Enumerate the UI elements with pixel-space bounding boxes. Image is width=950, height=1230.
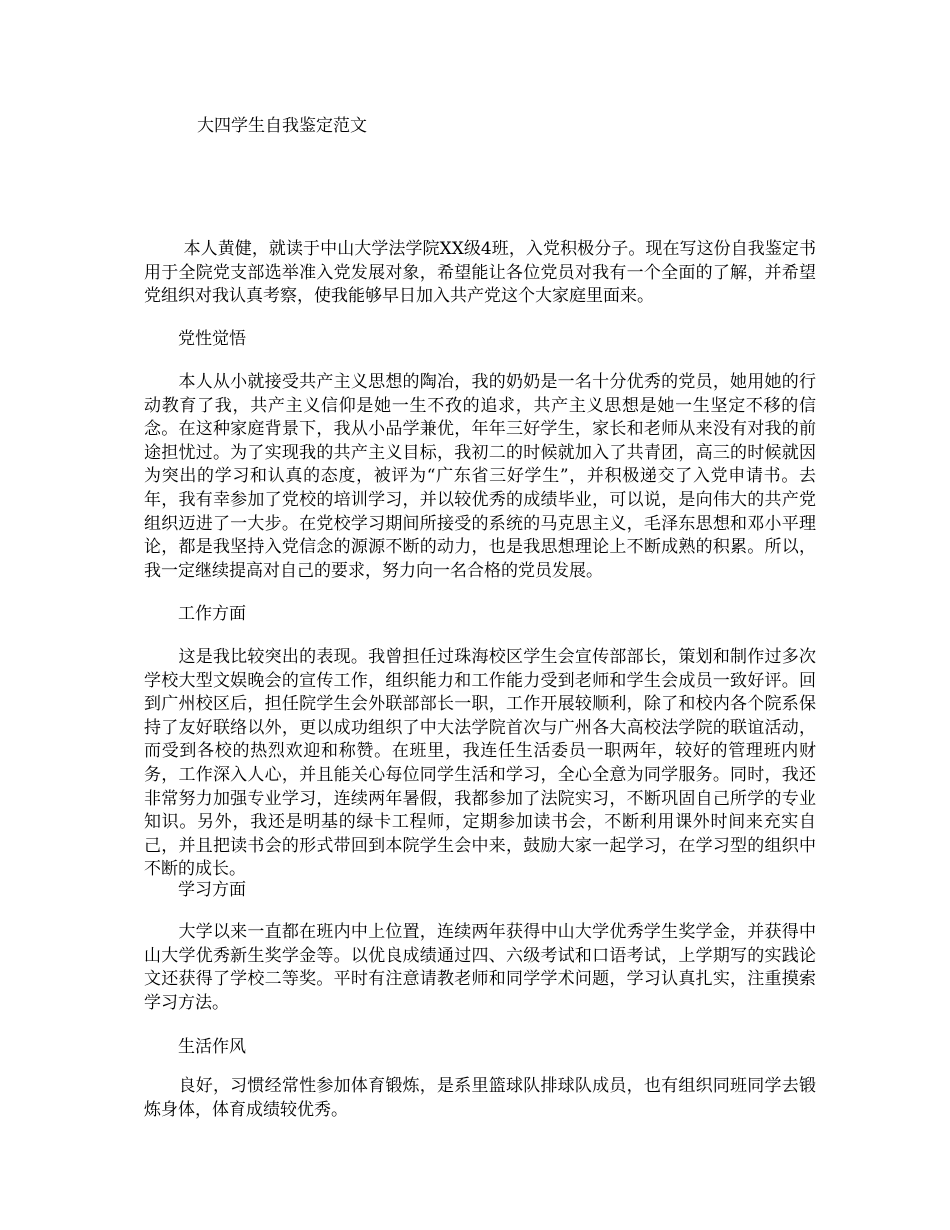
section-heading-study: 学习方面 — [178, 880, 246, 900]
section-body-study: 大学以来一直都在班内中上位置，连续两年获得中山大学优秀学生奖学金，并获得中山大学优秀新生奖学金等。以优良成绩通过四、六级考试和口语考试，上学期写的实践论文还获得了学校二等奖。平时有注意请教老师和同学学术问题，学习认真扎实，注重摸索学习方法。 — [144, 922, 816, 1013]
section-heading-party-awareness: 党性觉悟 — [178, 329, 246, 349]
section-body-party-awareness: 本人从小就接受共产主义思想的陶冶，我的奶奶是一名十分优秀的党员，她用她的行动教育了我，共产主义信仰是她一生不孜的追求，共产主义思想是她一生坚定不移的信念。在这种家庭背景下，我从小品学兼优，年年三好学生，家长和老师从来没有对我的前途担忧过。为了实现我的共产主义目标，我初二的时候就加入了共青团，高三的时候就因为突出的学习和认真的态度，被评为“广东省三好学生”，并积极递交了入党申请书。去年，我有幸参加了党校的培训学习，并以较优秀的成绩毕业，可以说，是向伟大的共产党组织迈进了一大步。在党校学习期间所接受的系统的马克思主义，毛泽东思想和邓小平理论，都是我坚持入党信念的源源不断的动力，也是我思想理论上不断成熟的积累。所以，我一定继续提高对自己的要求，努力向一名合格的党员发展。 — [144, 372, 816, 581]
section-heading-work: 工作方面 — [178, 604, 246, 624]
document-title: 大四学生自我鉴定范文 — [197, 116, 367, 136]
section-body-lifestyle: 良好，习惯经常性参加体育锻炼，是系里篮球队排球队成员，也有组织同班同学去锻炼身体，体育成绩较优秀。 — [144, 1076, 816, 1120]
intro-paragraph: 本人黄健，就读于中山大学法学院XX级4班，入党积极分子。现在写这份自我鉴定书用于全院党支部选举准入党发展对象，希望能让各位党员对我有一个全面的了解，并希望党组织对我认真考察，使我能够早日加入共产党这个大家庭里面来。 — [144, 239, 816, 307]
section-heading-lifestyle: 生活作风 — [178, 1037, 246, 1057]
section-body-work: 这是我比较突出的表现。我曾担任过珠海校区学生会宣传部部长，策划和制作过多次学校大型文娱晚会的宣传工作，组织能力和工作能力受到老师和学生会成员一致好评。回到广州校区后，担任院学生会外联部部长一职，工作开展较顺利，除了和校内各个院系保持了友好联络以外，更以成功组织了中大法学院首次与广州各大高校法学院的联谊活动，而受到各校的热烈欢迎和称赞。在班里，我连任生活委员一职两年，较好的管理班内财务，工作深入人心，并且能关心每位同学生活和学习，全心全意为同学服务。同时，我还非常努力加强专业学习，连续两年暑假，我都参加了法院实习，不断巩固自己所学的专业知识。另外，我还是明基的绿卡工程师，定期参加读书会，不断利用课外时间来充实自己，并且把读书会的形式带回到本院学生会中来，鼓励大家一起学习，在学习型的组织中不断的成长。 — [144, 647, 816, 880]
